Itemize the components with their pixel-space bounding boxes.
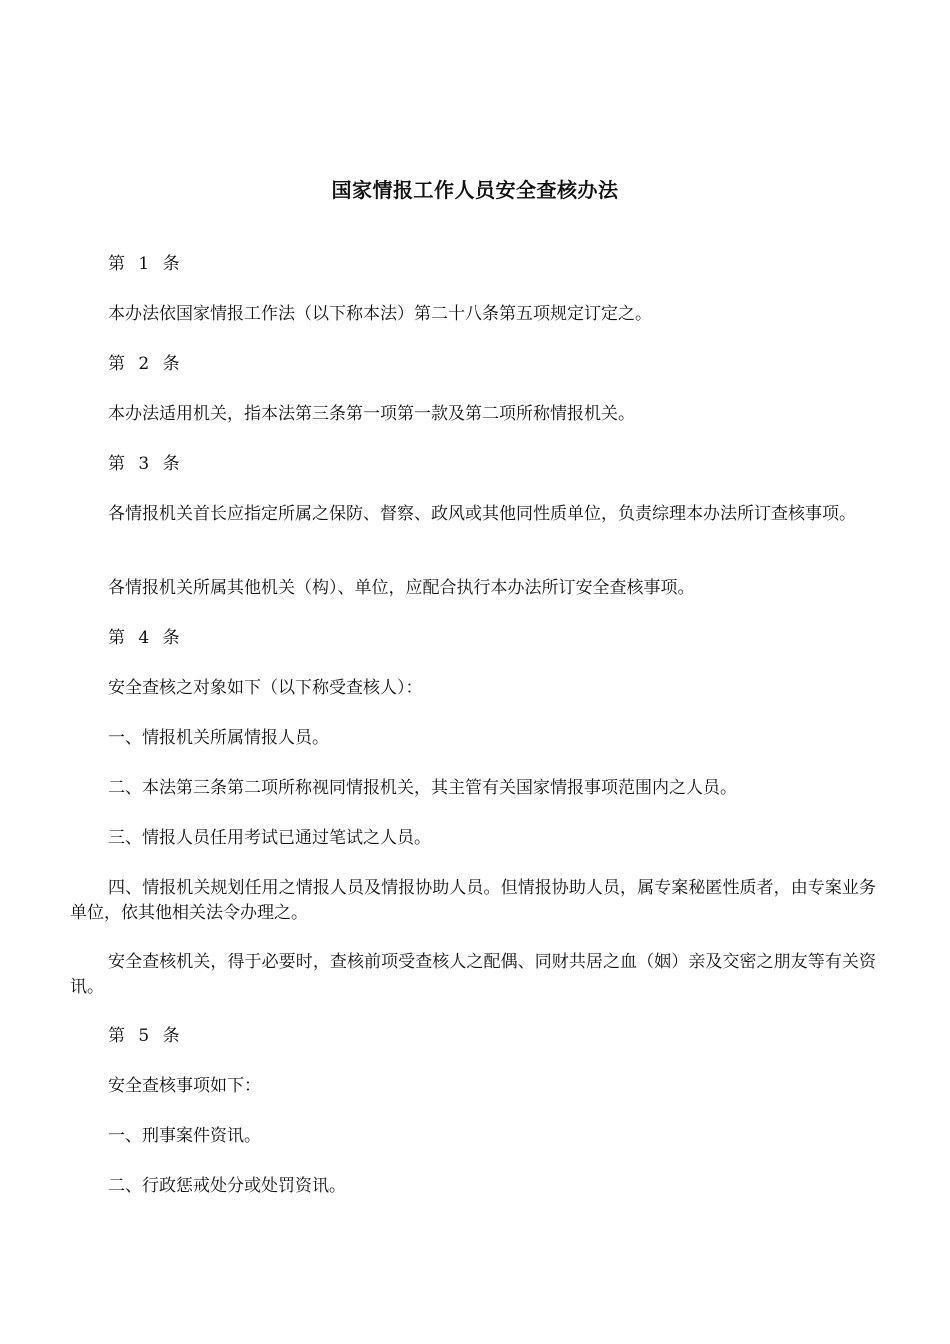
article-5-heading: 第 5 条 — [108, 1026, 184, 1046]
article-4-heading: 第 4 条 — [108, 628, 184, 648]
article-4-intro: 安全查核之对象如下（以下称受查核人）： — [108, 678, 423, 698]
article-4-item-4: 四、情报机关规划任用之情报人员及情报协助人员。但情报协助人员，属专案秘匿性质者，由专案业务单位，依其他相关法令办理之。 — [70, 878, 876, 923]
article-3-text-2: 各情报机关所属其他机关（构）、单位，应配合执行本办法所订安全查核事项。 — [108, 578, 695, 598]
article-4-text-2: 安全查核机关，得于必要时，查核前项受查核人之配偶、同财共居之血（姻）亲及交密之朋友等有关资讯。 — [70, 952, 876, 997]
article-5-item-2: 二、行政惩戒处分或处罚资讯。 — [108, 1176, 346, 1196]
article-5-intro: 安全查核事项如下： — [108, 1076, 261, 1096]
article-2-heading: 第 2 条 — [108, 354, 184, 374]
article-4-item-2: 二、本法第三条第二项所称视同情报机关，其主管有关国家情报事项范围内之人员。 — [108, 778, 737, 798]
article-4-item-3: 三、情报人员任用考试已通过笔试之人员。 — [108, 828, 431, 848]
article-3-heading: 第 3 条 — [108, 454, 184, 474]
article-1-heading: 第 1 条 — [108, 254, 184, 274]
article-1-text: 本办法依国家情报工作法（以下称本法）第二十八条第五项规定订定之。 — [108, 304, 652, 324]
article-2-text: 本办法适用机关，指本法第三条第一项第一款及第二项所称情报机关。 — [108, 404, 635, 424]
document-title: 国家情报工作人员安全查核办法 — [331, 178, 619, 202]
article-3-text-1: 各情报机关首长应指定所属之保防、督察、政风或其他同性质单位，负责综理本办法所订查核事项。 — [108, 504, 856, 524]
article-4-item-1: 一、情报机关所属情报人员。 — [108, 728, 329, 748]
article-5-item-1: 一、刑事案件资讯。 — [108, 1126, 261, 1146]
